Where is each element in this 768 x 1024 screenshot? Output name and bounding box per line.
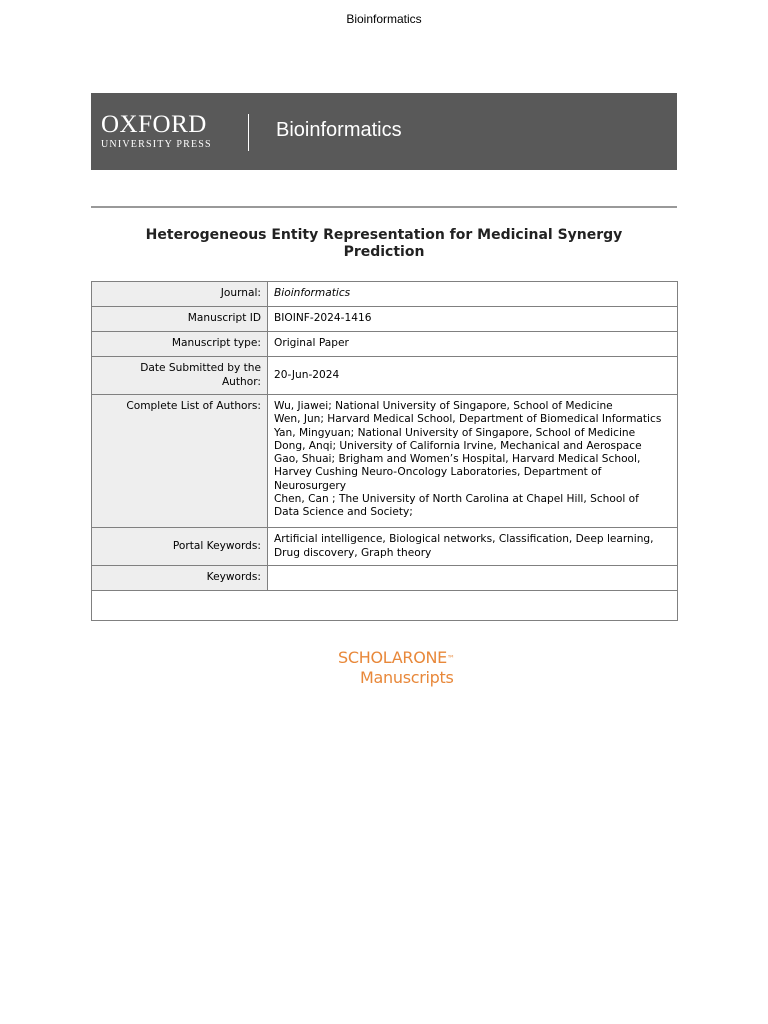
author-line: Gao, Shuai; Brigham and Women’s Hospital, Harvard Medical School,: [274, 453, 641, 466]
portal-keywords-value: [268, 528, 678, 566]
manuscript-id-label: Manuscript ID: [92, 307, 268, 332]
banner-divider: [248, 114, 249, 151]
row-manuscript-id: [92, 307, 678, 332]
journal-label: Journal:: [92, 282, 268, 307]
manuscript-metadata-table: [91, 281, 678, 621]
authors-label: Complete List of Authors:: [92, 395, 268, 528]
keywords-label: Keywords:: [92, 566, 268, 591]
publisher-name: OXFORD: [101, 111, 207, 138]
manuscripts-text: Manuscripts: [360, 668, 454, 687]
oxford-logo: [101, 112, 212, 151]
paper-title-line-1: Heterogeneous Entity Representation for Medicinal Synergy: [145, 227, 623, 243]
author-line: Yan, Mingyuan; National University of Singapore, School of Medicine: [274, 426, 636, 439]
keywords-value: [268, 566, 678, 591]
author-line: Harvey Cushing Neuro-Oncology Laboratories, Department of: [274, 466, 602, 479]
row-date-submitted: [92, 357, 678, 395]
author-line: Wen, Jun; Harvard Medical School, Department of Biomedical Informatics: [274, 413, 662, 426]
publisher-sub: UNIVERSITY PRESS: [101, 139, 212, 150]
authors-value: [268, 395, 678, 528]
date-label-line-2: Author:: [221, 375, 261, 388]
manuscript-id-value: BIOINF-2024-1416: [268, 307, 678, 332]
scholarone-logo: [338, 648, 455, 688]
banner-journal-name: Bioinformatics: [276, 119, 402, 141]
row-journal: [92, 282, 678, 307]
paper-title: [140, 227, 628, 261]
journal-value: Bioinformatics: [268, 282, 678, 307]
journal-banner: [91, 93, 677, 170]
date-submitted-label: [92, 357, 268, 395]
author-line: Data Science and Society;: [274, 506, 413, 519]
scholar-text: SCHOLAR: [338, 648, 414, 667]
date-submitted-value: 20-Jun-2024: [268, 357, 678, 395]
portal-keywords-label: Portal Keywords:: [92, 528, 268, 566]
manuscript-type-value: Original Paper: [268, 332, 678, 357]
one-text: ONE: [413, 648, 447, 667]
author-line: Chen, Can ; The University of North Carolina at Chapel Hill, School of: [274, 493, 639, 506]
date-label-line-1: Date Submitted by the: [140, 362, 261, 375]
author-line: Wu, Jiawei; National University of Singapore, School of Medicine: [274, 400, 613, 412]
portal-keywords-line-1: Artificial intelligence, Biological networks, Classification, Deep learning,: [274, 533, 654, 546]
row-authors: [92, 395, 678, 528]
manuscript-type-label: Manuscript type:: [92, 332, 268, 357]
portal-keywords-line-2: Drug discovery, Graph theory: [274, 546, 432, 559]
row-empty: [92, 591, 678, 621]
author-line: Neurosurgery: [274, 479, 347, 492]
scholarone-wordmark: [338, 648, 455, 668]
row-manuscript-type: [92, 332, 678, 357]
paper-title-line-2: Prediction: [343, 244, 425, 260]
row-keywords: [92, 566, 678, 591]
running-head: Bioinformatics: [346, 12, 422, 26]
row-portal-keywords: [92, 528, 678, 566]
empty-cell: [92, 591, 678, 621]
trademark-mark: ™: [446, 654, 455, 663]
title-rule: [91, 206, 677, 208]
author-line: Dong, Anqi; University of California Irvine, Mechanical and Aerospace: [274, 439, 642, 452]
